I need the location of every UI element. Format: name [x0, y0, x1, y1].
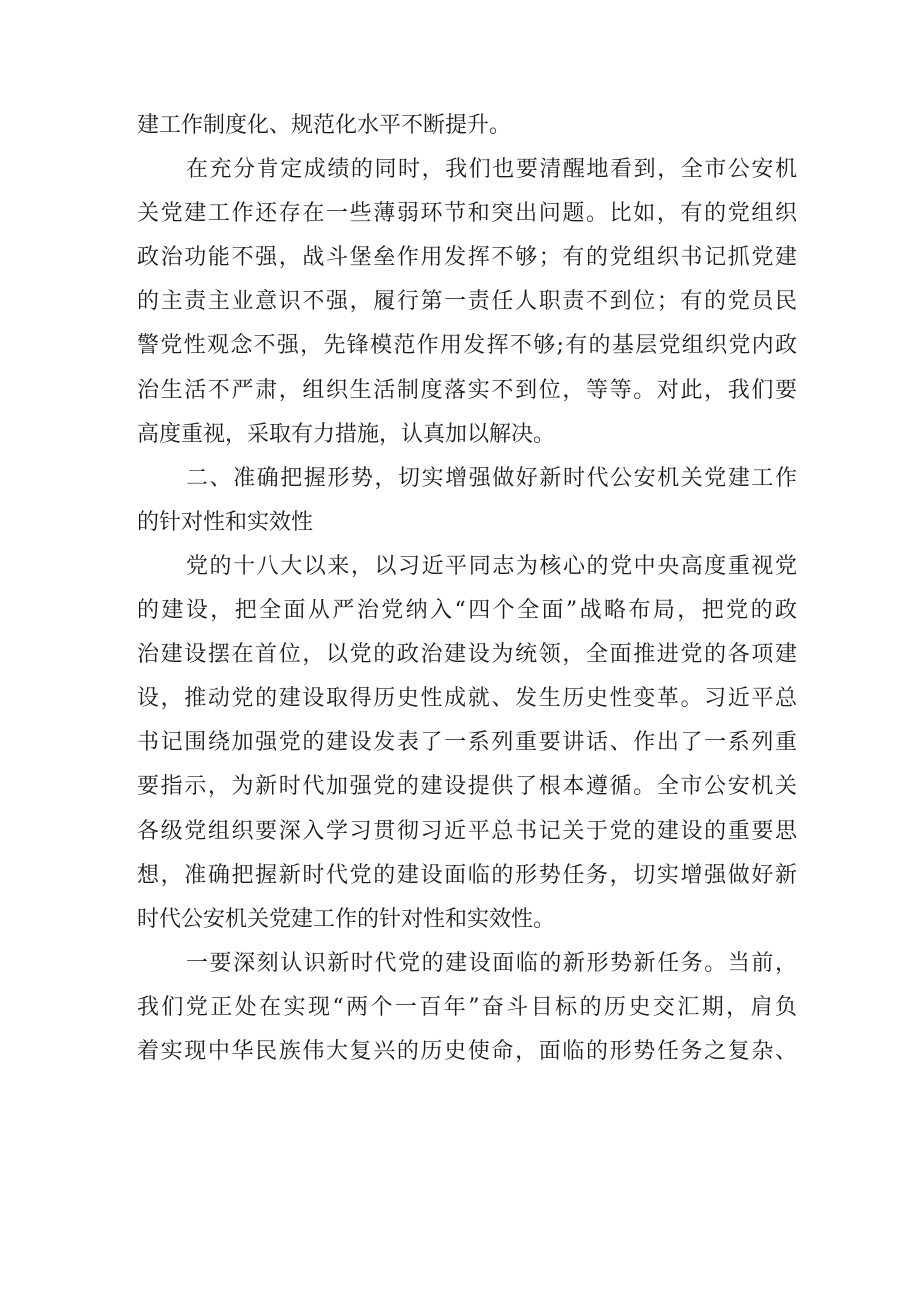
text-line: 各级党组织要深入学习贯彻习近平总书记关于党的建设的重要思 — [137, 818, 797, 844]
text-line: 我们党正处在实现“两个一百年”奋斗目标的历史交汇期，肩负 — [137, 994, 797, 1020]
text-line: 一要深刻认识新时代党的建设面临的新形势新任务。当前， — [186, 950, 797, 976]
paragraph-shortcomings — [137, 148, 797, 457]
paragraph-continuation — [137, 104, 797, 148]
heading-line: 二、准确把握形势，切实增强做好新时代公安机关党建工作 — [186, 465, 797, 491]
text-line: 的主责主业意识不强，履行第一责任人职责不到位；有的党员民 — [137, 289, 797, 315]
heading-line: 的针对性和实效性 — [137, 509, 314, 535]
text-line: 高度重视，采取有力措施，认真加以解决。 — [137, 421, 556, 447]
document-body — [137, 104, 797, 1074]
text-line: 书记围绕加强党的建设发表了一系列重要讲话、作出了一系列重 — [137, 730, 797, 756]
text-line: 在充分肯定成绩的同时，我们也要清醒地看到，全市公安机 — [186, 157, 797, 183]
paragraph-first-point — [137, 942, 797, 1074]
text-line: 建工作制度化、规范化水平不断提升。 — [137, 113, 512, 138]
text-line: 着实现中华民族伟大复兴的历史使命，面临的形势任务之复杂、 — [137, 1038, 797, 1064]
text-line: 治建设摆在首位，以党的政治建设为统领，全面推进党的各项建 — [137, 642, 797, 668]
section-heading-2 — [137, 457, 797, 545]
text-line: 政治功能不强，战斗堡垒作用发挥不够；有的党组织书记抓党建 — [137, 245, 797, 271]
text-line: 想，准确把握新时代党的建设面临的形势任务，切实增强做好新 — [137, 862, 797, 888]
text-line: 的建设，把全面从严治党纳入“四个全面”战略布局，把党的政 — [137, 598, 797, 624]
text-line: 关党建工作还存在一些薄弱环节和突出问题。比如，有的党组织 — [137, 201, 797, 227]
paragraph-since-18th-congress — [137, 545, 797, 942]
text-line: 治生活不严肃，组织生活制度落实不到位，等等。对此，我们要 — [137, 377, 797, 403]
text-line: 时代公安机关党建工作的针对性和实效性。 — [137, 906, 556, 932]
text-line: 要指示，为新时代加强党的建设提供了根本遵循。全市公安机关 — [137, 774, 797, 800]
text-line: 党的十八大以来，以习近平同志为核心的党中央高度重视党 — [186, 553, 797, 579]
text-line: 警党性观念不强，先锋模范作用发挥不够;有的基层党组织党内政 — [137, 333, 797, 359]
text-line: 设，推动党的建设取得历史性成就、发生历史性变革。习近平总 — [137, 686, 797, 712]
